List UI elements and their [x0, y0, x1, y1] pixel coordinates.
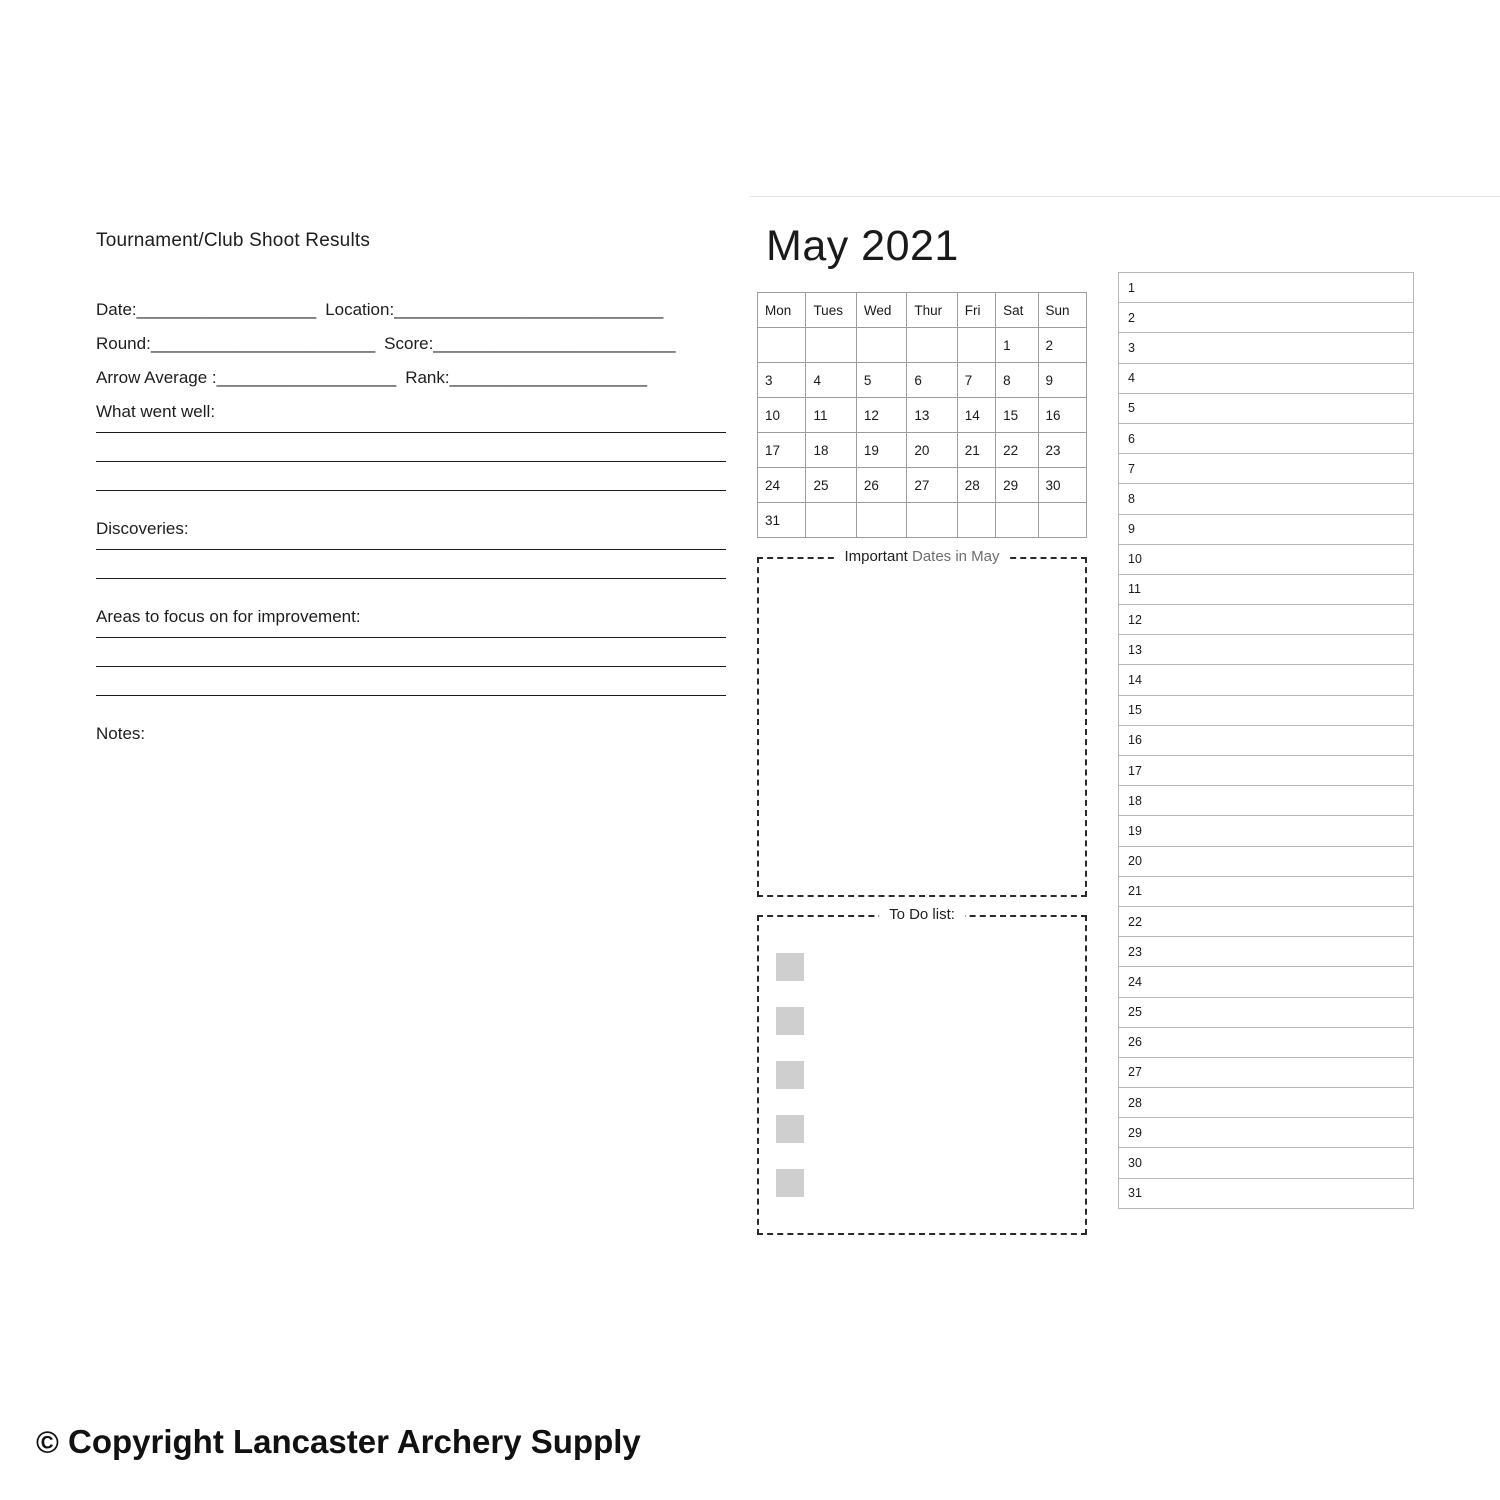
- calendar-day-cell[interactable]: 12: [856, 398, 906, 433]
- weekday-header: Fri: [957, 293, 995, 328]
- rank-label: Rank:: [405, 368, 450, 387]
- copyright-text: Copyright Lancaster Archery Supply: [68, 1423, 641, 1460]
- calendar-week-row: [758, 363, 1087, 398]
- day-notes-list: [1118, 272, 1414, 1209]
- arrow-average-input[interactable]: ____________________: [216, 368, 396, 387]
- calendar-day-cell[interactable]: 4: [806, 363, 856, 398]
- list-item[interactable]: 12: [1119, 605, 1413, 635]
- weekday-header: Sun: [1038, 293, 1086, 328]
- calendar-day-cell[interactable]: 21: [957, 433, 995, 468]
- calendar-day-cell[interactable]: 25: [806, 468, 856, 503]
- calendar-day-cell[interactable]: 22: [996, 433, 1038, 468]
- list-item[interactable]: 14: [1119, 665, 1413, 695]
- calendar-week-row: [758, 503, 1087, 538]
- important-dates-legend-month: Dates in May: [911, 548, 1000, 565]
- calendar-day-cell[interactable]: [957, 503, 995, 538]
- calendar-week-row: [758, 433, 1087, 468]
- todo-checkbox[interactable]: [776, 953, 804, 981]
- list-item[interactable]: 8: [1119, 484, 1413, 514]
- calendar-day-cell[interactable]: 1: [996, 328, 1038, 363]
- write-line[interactable]: [96, 666, 726, 667]
- list-item[interactable]: 25: [1119, 998, 1413, 1028]
- calendar-day-cell[interactable]: [1038, 503, 1086, 538]
- weekday-header: Mon: [758, 293, 806, 328]
- todo-checkbox[interactable]: [776, 1169, 804, 1197]
- weekday-header: Sat: [996, 293, 1038, 328]
- calendar-day-cell[interactable]: 3: [758, 363, 806, 398]
- calendar-day-cell[interactable]: [907, 503, 957, 538]
- calendar-week-row: [758, 328, 1087, 363]
- calendar-day-cell[interactable]: 24: [758, 468, 806, 503]
- page-divider: [750, 196, 1500, 197]
- weekday-header: Thur: [907, 293, 957, 328]
- weekday-header: Wed: [856, 293, 906, 328]
- calendar-day-cell[interactable]: 10: [758, 398, 806, 433]
- copyright-notice: [36, 1423, 641, 1461]
- calendar-day-cell[interactable]: 11: [806, 398, 856, 433]
- calendar-day-cell[interactable]: 6: [907, 363, 957, 398]
- list-item[interactable]: 10: [1119, 545, 1413, 575]
- calendar-day-cell[interactable]: [758, 328, 806, 363]
- location-label: Location:: [325, 300, 395, 319]
- calendar-day-cell[interactable]: 27: [907, 468, 957, 503]
- calendar-grid: [757, 292, 1087, 538]
- date-label: Date:: [96, 300, 137, 319]
- list-item[interactable]: 13: [1119, 635, 1413, 665]
- calendar-day-cell[interactable]: 31: [758, 503, 806, 538]
- calendar-day-cell[interactable]: 16: [1038, 398, 1086, 433]
- calendar-week-row: [758, 398, 1087, 433]
- calendar-day-cell[interactable]: [806, 328, 856, 363]
- section-label-notes: Notes:: [96, 724, 146, 743]
- write-line[interactable]: [96, 461, 726, 462]
- arrow-average-label: Arrow Average :: [96, 368, 217, 387]
- field-row-round-score: [96, 334, 736, 354]
- calendar-day-cell[interactable]: 15: [996, 398, 1038, 433]
- list-item[interactable]: 26: [1119, 1028, 1413, 1058]
- copyright-icon: ©: [36, 1425, 59, 1460]
- calendar-day-cell[interactable]: 18: [806, 433, 856, 468]
- list-item[interactable]: 20: [1119, 847, 1413, 877]
- calendar-day-cell[interactable]: 8: [996, 363, 1038, 398]
- write-line[interactable]: [96, 432, 726, 433]
- write-line[interactable]: [96, 549, 726, 550]
- todo-checkbox[interactable]: [776, 1061, 804, 1089]
- list-item[interactable]: 23: [1119, 937, 1413, 967]
- round-input[interactable]: _________________________: [150, 334, 375, 353]
- section-label-areas-to-focus: Areas to focus on for improvement:: [96, 607, 361, 626]
- calendar-day-cell[interactable]: [806, 503, 856, 538]
- tournament-results-form: [96, 230, 736, 754]
- month-title: May 2021: [766, 222, 959, 270]
- list-item[interactable]: 15: [1119, 696, 1413, 726]
- page-title: Tournament/Club Shoot Results: [96, 230, 371, 251]
- weekday-header: Tues: [806, 293, 856, 328]
- calendar-day-cell[interactable]: 5: [856, 363, 906, 398]
- todo-list-legend: To Do list:: [879, 906, 965, 923]
- calendar-day-cell[interactable]: 19: [856, 433, 906, 468]
- calendar-day-cell[interactable]: 20: [907, 433, 957, 468]
- list-item[interactable]: 6: [1119, 424, 1413, 454]
- calendar-day-cell[interactable]: 7: [957, 363, 995, 398]
- section-label-discoveries: Discoveries:: [96, 519, 189, 538]
- list-item[interactable]: 17: [1119, 756, 1413, 786]
- write-line[interactable]: [96, 637, 726, 638]
- list-item[interactable]: 29: [1119, 1118, 1413, 1148]
- list-item[interactable]: 5: [1119, 394, 1413, 424]
- todo-list-box[interactable]: [757, 906, 1087, 1235]
- calendar-day-cell[interactable]: 26: [856, 468, 906, 503]
- calendar-day-cell[interactable]: [856, 503, 906, 538]
- list-item[interactable]: 11: [1119, 575, 1413, 605]
- write-line[interactable]: [96, 490, 726, 491]
- write-line[interactable]: [96, 695, 726, 696]
- list-item[interactable]: 27: [1119, 1058, 1413, 1088]
- field-row-date-location: [96, 300, 736, 320]
- list-item[interactable]: 9: [1119, 515, 1413, 545]
- list-item[interactable]: 30: [1119, 1148, 1413, 1178]
- list-item[interactable]: 18: [1119, 786, 1413, 816]
- list-item[interactable]: 7: [1119, 454, 1413, 484]
- rank-input[interactable]: ______________________: [449, 368, 647, 387]
- field-row-arrow-average-rank: [96, 368, 736, 388]
- calendar-day-cell[interactable]: 29: [996, 468, 1038, 503]
- location-input[interactable]: ______________________________: [394, 300, 663, 319]
- important-dates-box[interactable]: [757, 548, 1087, 897]
- calendar-day-cell[interactable]: 9: [1038, 363, 1086, 398]
- calendar-day-cell[interactable]: [957, 328, 995, 363]
- calendar-header-row: [758, 293, 1087, 328]
- calendar-day-cell[interactable]: 13: [907, 398, 957, 433]
- list-item[interactable]: 24: [1119, 967, 1413, 997]
- list-item[interactable]: 31: [1119, 1179, 1413, 1209]
- date-input[interactable]: ____________________: [136, 300, 316, 319]
- calendar-day-cell[interactable]: 30: [1038, 468, 1086, 503]
- list-item[interactable]: 19: [1119, 816, 1413, 846]
- write-line[interactable]: [96, 578, 726, 579]
- calendar-day-cell[interactable]: 14: [957, 398, 995, 433]
- calendar-week-row: [758, 468, 1087, 503]
- list-item[interactable]: 28: [1119, 1088, 1413, 1118]
- score-input[interactable]: ___________________________: [433, 334, 676, 353]
- list-item[interactable]: 21: [1119, 877, 1413, 907]
- calendar-day-cell[interactable]: [907, 328, 957, 363]
- list-item[interactable]: 4: [1119, 364, 1413, 394]
- list-item[interactable]: 1: [1119, 273, 1413, 303]
- calendar-day-cell[interactable]: [996, 503, 1038, 538]
- calendar-day-cell[interactable]: 23: [1038, 433, 1086, 468]
- important-dates-legend-text: Important: [844, 548, 912, 565]
- score-label: Score:: [384, 334, 434, 353]
- list-item[interactable]: 22: [1119, 907, 1413, 937]
- list-item[interactable]: 2: [1119, 303, 1413, 333]
- list-item[interactable]: 16: [1119, 726, 1413, 756]
- calendar-day-cell[interactable]: [856, 328, 906, 363]
- todo-checkbox[interactable]: [776, 1115, 804, 1143]
- round-label: Round:: [96, 334, 151, 353]
- calendar-day-cell[interactable]: 2: [1038, 328, 1086, 363]
- important-dates-legend: [834, 548, 1009, 565]
- calendar-day-cell[interactable]: 28: [957, 468, 995, 503]
- calendar-day-cell[interactable]: 17: [758, 433, 806, 468]
- todo-checkbox[interactable]: [776, 1007, 804, 1035]
- list-item[interactable]: 3: [1119, 333, 1413, 363]
- section-label-what-went-well: What went well:: [96, 402, 216, 421]
